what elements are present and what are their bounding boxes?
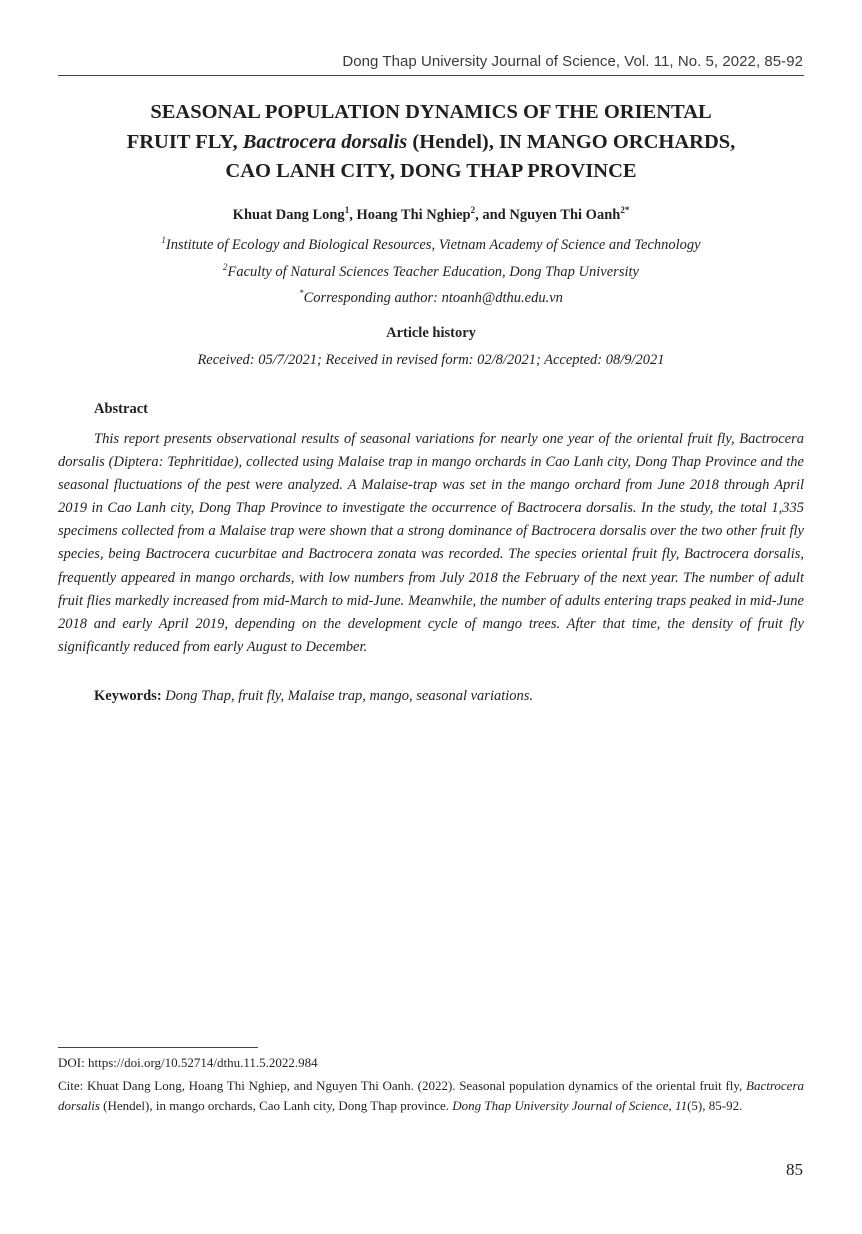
- affiliation-mark: 2: [223, 262, 228, 272]
- title-line-2-b: (Hendel), IN MANGO ORCHARDS,: [407, 130, 736, 153]
- affiliation-2: [58, 262, 804, 281]
- keywords-label: Keywords:: [94, 688, 162, 704]
- footnote-rule: [58, 1047, 258, 1048]
- affiliation-text: Faculty of Natural Sciences Teacher Education, Dong Thap University: [227, 263, 639, 280]
- author-affiliation-mark: 2: [470, 205, 476, 215]
- citation: [58, 1076, 804, 1115]
- affiliation-mark: 1: [161, 235, 166, 245]
- title-line-2: [58, 128, 804, 158]
- cite-journal-name: Dong Thap University Journal of Science: [452, 1097, 669, 1113]
- cite-text-a: Cite: Khuat Dang Long, Hoang Thi Nghiep, and Nguyen Thi Oanh. (2022). Seasonal population dynamics of the oriental fruit fly,: [58, 1078, 746, 1093]
- cite-text-d: (5), 85-92.: [687, 1097, 743, 1113]
- keywords-list: Dong Thap, fruit fly, Malaise trap, mango, seasonal variations.: [165, 688, 534, 704]
- running-header: Dong Thap University Journal of Science, Vol. 11, No. 5, 2022, 85-92: [342, 53, 803, 70]
- affiliation-mark: *: [299, 288, 304, 298]
- article-history-heading: Article history: [386, 325, 476, 341]
- author-affiliation-mark: 1: [344, 205, 350, 215]
- affiliation-1: [58, 235, 804, 254]
- keywords: [94, 688, 533, 705]
- author-name: Hoang Thi Nghiep: [356, 206, 471, 223]
- page-number: 85: [786, 1160, 803, 1179]
- doi-line: DOI: https://doi.org/10.52714/dthu.11.5.2022.984: [58, 1055, 318, 1070]
- abstract-heading: Abstract: [94, 401, 148, 417]
- article-history-dates: Received: 05/7/2021; Received in revised form: 02/8/2021; Accepted: 08/9/2021: [197, 352, 665, 368]
- corresponding-author: [58, 288, 804, 307]
- article-title: [58, 98, 804, 187]
- affiliation-text: Institute of Ecology and Biological Resources, Vietnam Academy of Science and Technology: [165, 236, 701, 253]
- author-affiliation-mark: 2*: [620, 205, 630, 215]
- author-separator: , and: [475, 206, 510, 223]
- affiliation-text: Corresponding author: ntoanh@dthu.edu.vn: [303, 289, 563, 306]
- cite-text-c: ,: [668, 1097, 676, 1113]
- header-rule: [58, 75, 804, 76]
- title-species-name: Bactrocera dorsalis: [242, 130, 408, 153]
- cite-volume: 11: [675, 1097, 688, 1113]
- author-list: [58, 205, 804, 224]
- title-line-3: CAO LANH CITY, DONG THAP PROVINCE: [225, 160, 637, 182]
- title-line-1: SEASONAL POPULATION DYNAMICS OF THE ORIENTAL: [150, 101, 712, 123]
- cite-text-b: (Hendel), in mango orchards, Cao Lanh city, Dong Thap province.: [99, 1097, 453, 1113]
- title-line-2-a: FRUIT FLY,: [126, 130, 243, 153]
- author-separator: ,: [349, 206, 357, 223]
- cite-species-name: Bactrocera dorsalis: [58, 1078, 804, 1113]
- author-name: Khuat Dang Long: [232, 206, 345, 223]
- abstract-body: This report presents observational results of seasonal variations for nearly one year of the oriental fruit fly, Bactrocera dorsalis (Diptera: Tephritidae), collected using Malaise trap in mango orchards in Cao Lanh city, Dong Thap Province and the seasonal fluctuations of the pest were analyzed. A Malaise-trap was set in the mango orchard from June 2018 through April 2019 in Cao Lanh city, Dong Thap Province to investigate the occurrence of Bactrocera dorsalis. In the study, the total 1,335 specimens collected from a Malaise trap were shown that a strong dominance of Bactrocera dorsalis over the two other fruit fly species, being Bactrocera cucurbitae and Bactrocera zonata was recorded. The species oriental fruit fly, Bactrocera dorsalis, frequently appeared in mango orchards, with low numbers from July 2018 the February of the next year. The number of adult fruit flies markedly increased from mid-March to mid-June. Meanwhile, the number of adults entering traps peaked in mid-June 2018 and early April 2019, depending on the development cycle of mango trees. After that time, the density of fruit fly significantly reduced from early August to December.: [58, 431, 804, 655]
- author-name: Nguyen Thi Oanh: [509, 206, 621, 223]
